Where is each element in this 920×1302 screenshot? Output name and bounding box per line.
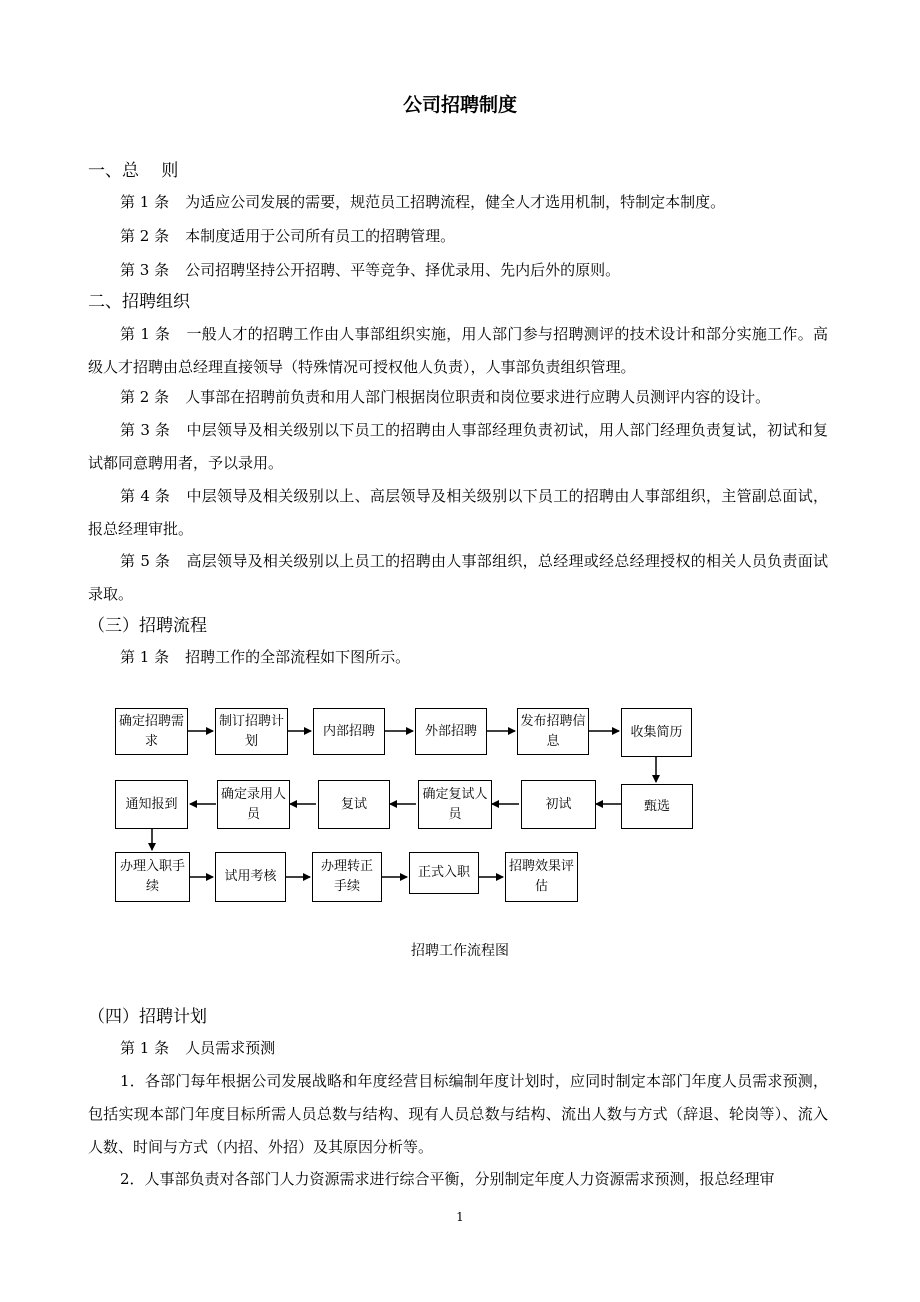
flow-step: 办理入职手续 bbox=[115, 852, 190, 902]
clause-number: 第 1 条 bbox=[120, 1039, 170, 1057]
flow-step: 复试 bbox=[318, 780, 390, 829]
clause-paragraph bbox=[88, 254, 828, 287]
clause-paragraph bbox=[88, 641, 828, 674]
clause-paragraph bbox=[88, 1032, 828, 1065]
clause-text: 招聘工作的全部流程如下图所示。 bbox=[185, 648, 411, 666]
clause-text: 公司招聘坚持公开招聘、平等竞争、择优录用、先内后外的原则。 bbox=[185, 261, 621, 279]
clause-text: 人事部在招聘前负责和用人部门根据岗位职责和岗位要求进行应聘人员测评内容的设计。 bbox=[185, 388, 771, 406]
clause-text: 本制度适用于公司所有员工的招聘管理。 bbox=[185, 227, 456, 245]
clause-paragraph bbox=[88, 381, 828, 414]
flow-step: 确定录用人员 bbox=[217, 780, 290, 829]
clause-number: 第 4 条 bbox=[120, 487, 171, 505]
section-heading-plan: （四）招聘计划 bbox=[88, 1007, 207, 1027]
clause-text: 一般人才的招聘工作由人事部组织实施，用人部门参与招聘测评的技术设计和部分实施工作。高级人才招聘由总经理直接领导（特殊情况可授权他人负责），人事部负责组织管理。 bbox=[88, 325, 828, 376]
clause-number: 第 1 条 bbox=[120, 325, 171, 343]
flow-step: 发布招聘信息 bbox=[517, 708, 589, 755]
clause-paragraph bbox=[88, 318, 828, 384]
body-paragraph: 2．人事部负责对各部门人力资源需求进行综合平衡，分别制定年度人力资源需求预测，报总经理审 bbox=[120, 1170, 775, 1188]
flow-step: 通知报到 bbox=[115, 780, 188, 829]
flow-step: 招聘效果评估 bbox=[505, 852, 578, 902]
clause-number: 第 2 条 bbox=[120, 227, 170, 245]
flow-step: 外部招聘 bbox=[415, 708, 487, 755]
page-title: 公司招聘制度 bbox=[402, 94, 517, 116]
clause-paragraph bbox=[88, 186, 828, 219]
section-heading-general: 一、总 则 bbox=[88, 161, 179, 181]
flow-step: 甄选 bbox=[621, 784, 693, 829]
section-heading-process: （三）招聘流程 bbox=[88, 616, 207, 636]
clause-text: 中层领导及相关级别以下员工的招聘由人事部经理负责初试，用人部门经理负责复试，初试和复试都同意聘用者，予以录用。 bbox=[88, 421, 828, 472]
clause-text: 高层领导及相关级别以上员工的招聘由人事部组织，总经理或经总经理授权的相关人员负责面试录取。 bbox=[88, 552, 828, 603]
flow-step: 收集简历 bbox=[621, 708, 692, 757]
flow-step: 办理转正手续 bbox=[312, 852, 382, 902]
body-paragraph: 1．各部门每年根据公司发展战略和年度经营目标编制年度计划时，应同时制定本部门年度人员需求预测，包括实现本部门年度目标所需人员总数与结构、现有人员总数与结构、流出人数与方式（辞退、轮岗等）、流入人数、时间与方式（内招、外招）及其原因分析等。 bbox=[88, 1072, 828, 1156]
flow-step: 初试 bbox=[521, 780, 596, 829]
clause-paragraph bbox=[88, 545, 828, 611]
flow-step: 制订招聘计划 bbox=[215, 708, 288, 755]
clause-number: 第 2 条 bbox=[120, 388, 170, 406]
clause-number: 第 1 条 bbox=[120, 193, 170, 211]
clause-paragraph bbox=[88, 220, 828, 253]
flow-step: 确定招聘需求 bbox=[115, 708, 188, 755]
page-number: 1 bbox=[456, 1210, 464, 1224]
section-heading-organization: 二、招聘组织 bbox=[88, 292, 190, 312]
clause-paragraph bbox=[88, 414, 828, 480]
clause-number: 第 3 条 bbox=[120, 421, 171, 439]
flow-step: 正式入职 bbox=[409, 852, 479, 894]
clause-number: 第 1 条 bbox=[120, 648, 170, 666]
flow-step: 试用考核 bbox=[215, 852, 286, 902]
clause-text: 为适应公司发展的需要，规范员工招聘流程，健全人才选用机制，特制定本制度。 bbox=[185, 193, 726, 211]
flowchart-caption: 招聘工作流程图 bbox=[411, 943, 509, 959]
clause-paragraph bbox=[88, 480, 828, 546]
flow-step: 内部招聘 bbox=[313, 708, 385, 755]
flow-step: 确定复试人员 bbox=[418, 780, 492, 829]
clause-number: 第 5 条 bbox=[120, 552, 171, 570]
clause-number: 第 3 条 bbox=[120, 261, 170, 279]
clause-text: 中层领导及相关级别以上、高层领导及相关级别以下员工的招聘由人事部组织，主管副总面试，报总经理审批。 bbox=[88, 487, 828, 538]
clause-text: 人员需求预测 bbox=[185, 1039, 276, 1057]
